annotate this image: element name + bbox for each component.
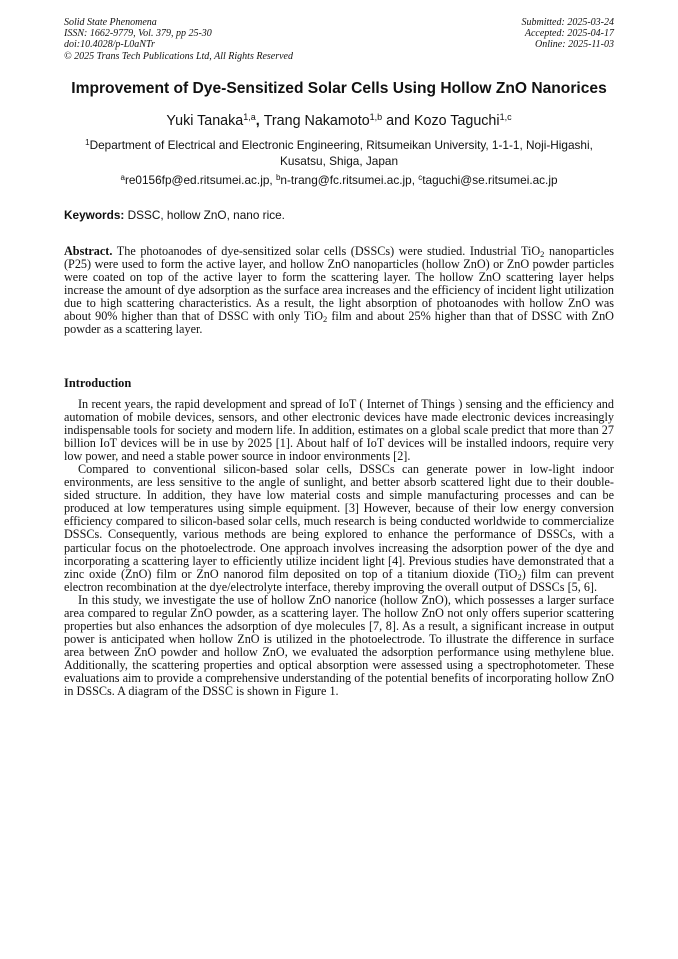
journal-info — [64, 17, 293, 62]
author-sup: 1,a — [243, 112, 256, 122]
paragraph: In this study, we investigate the use of hollow ZnO nanorice (hollow ZnO), which possesses a larger surface area compared to regular ZnO powder, as a scattering layer. The hollow ZnO not only offers superior scattering properties but also enhances the adsorption of dye molecules [7, 8]. As a result, a significant increase in output power is anticipated when hollow ZnO is utilized in the photoelectrode. To illustrate the difference in surface area between ZnO powder and hollow ZnO, we evaluated the adsorption performance using methylene blue. Additionally, the scattering properties and optical absorption were assessed using a spectrophotometer. These evaluations aim to provide a comprehensive understanding of the potential benefits of incorporating hollow ZnO in DSSCs. A diagram of the DSSC is shown in Figure 1. — [64, 592, 614, 699]
email-sep: , — [269, 173, 276, 187]
affiliation-text: Department of Electrical and Electronic Engineering, Ritsumeikan University, 1-1-1, Noji-Higashi, Kusatsu, Shiga, Japan — [89, 138, 593, 168]
journal-name: Solid State Phenomena — [64, 17, 157, 28]
paragraph-part: Compared to conventional silicon-based solar cells, DSSCs can generate power in low-light indoor environments, are less sensitive to the angle of sunlight, and better absorb scattered light due to their double-sided structure. In addition, they have low material costs and simple manufacturing processes and can be produced at low temperatures using simple equipment. [3] However, because of their low energy conversion efficiency compared to silicon-based solar cells, much research is being conducted worldwide to commercialize DSSCs. Consequently, various methods are being explored to enhance the performance of DSSCs, with a particular focus on the photoelectrode. One approach involves increasing the adsorption power of the dye and incorporating a scattering layer to efficiently utilize incident light [4]. Previous studies have demonstrated that a zinc oxide (ZnO) film or ZnO nanorod film deposited on top of a titanium dioxide (TiO — [64, 462, 614, 581]
author-name: Trang Nakamoto — [263, 113, 370, 129]
subscript: 2 — [323, 314, 328, 325]
email-sup: c — [418, 173, 423, 182]
issn: ISSN: 1662-9779, Vol. 379, pp 25-30 — [64, 28, 212, 40]
email-sup: b — [275, 173, 281, 182]
introduction-body — [64, 398, 614, 698]
author-sep: , — [255, 113, 264, 129]
submitted-date: Submitted: 2025-03-24 — [521, 17, 614, 28]
author-sup: 1,c — [499, 112, 512, 122]
email-address[interactable]: taguchi@se.ritsumei.ac.jp — [422, 173, 558, 187]
paragraph — [64, 463, 614, 593]
keywords-text: DSSC, hollow ZnO, nano rice. — [127, 208, 285, 222]
accepted-date: Accepted: 2025-04-17 — [524, 28, 614, 40]
affiliation — [64, 138, 614, 169]
doi: doi:10.4028/p-L0aNTr — [64, 39, 155, 51]
keywords — [64, 208, 614, 222]
section-heading-introduction: Introduction — [64, 376, 132, 390]
author-name: Yuki Tanaka — [166, 113, 244, 129]
publication-dates — [522, 17, 615, 51]
paragraph-part: ) film can prevent electron recombination at the dye/electrolyte interface, thereby improving the overall output of DSSCs [5, 6]. — [64, 566, 615, 594]
online-date: Online: 2025-11-03 — [535, 39, 614, 51]
email-sep: , — [411, 173, 419, 187]
email-sup: a — [120, 173, 125, 182]
email-address[interactable]: n-trang@fc.ritsumei.ac.jp — [280, 173, 412, 187]
subscript: 2 — [540, 249, 545, 259]
paragraph: In recent years, the rapid development and spread of IoT ( Internet of Things ) sensing and the efficiency and automation of mobile devices, sensors, and other electronic devices have made electronic devices increasingly indispensable tools for society and modern life. In addition, estimates on a global scale predict that more than 27 billion IoT devices will be in use by 2025 [1]. About half of IoT devices will be installed indoors, require very low power, and need a stable power source in indoor environments [2]. — [64, 397, 614, 464]
email-list — [40, 173, 638, 187]
email-address[interactable]: re0156fp@ed.ritsumei.ac.jp — [124, 173, 270, 187]
subscript: 2 — [517, 571, 522, 582]
keywords-label: Keywords: — [64, 208, 125, 222]
copyright: © 2025 Trans Tech Publications Ltd, All Rights Reserved — [64, 50, 293, 62]
abstract-label: Abstract. — [64, 244, 113, 258]
paper-title: Improvement of Dye-Sensitized Solar Cells Using Hollow ZnO Nanorices — [71, 80, 607, 97]
affiliation-sup: 1 — [85, 138, 90, 147]
abstract-text-part: film and about 25% higher than that of DSSC with ZnO powder as a scattering layer. — [64, 309, 614, 337]
author-sup: 1,b — [369, 112, 383, 122]
abstract-text-part: The photoanodes of dye-sensitized solar cells (DSSCs) were studied. Industrial TiO — [112, 244, 541, 258]
abstract — [64, 245, 614, 336]
author-sep: and — [382, 113, 414, 129]
abstract-text-part: nanoparticles (P25) were used to form the active layer, and hollow ZnO nanoparticles (hollow ZnO) or ZnO powder particles were coated on top of the active layer to form the scattering layer. The hollow ZnO scattering layer helps increase the amount of dye adsorption as the surface area increases and the efficiency of incident light utilization due to high scattering characteristics. As a result, the light absorption of photoanodes with hollow ZnO was about 90% higher than that of DSSC with only TiO — [64, 244, 614, 324]
author-list — [40, 113, 638, 129]
author-name: Kozo Taguchi — [413, 113, 500, 129]
